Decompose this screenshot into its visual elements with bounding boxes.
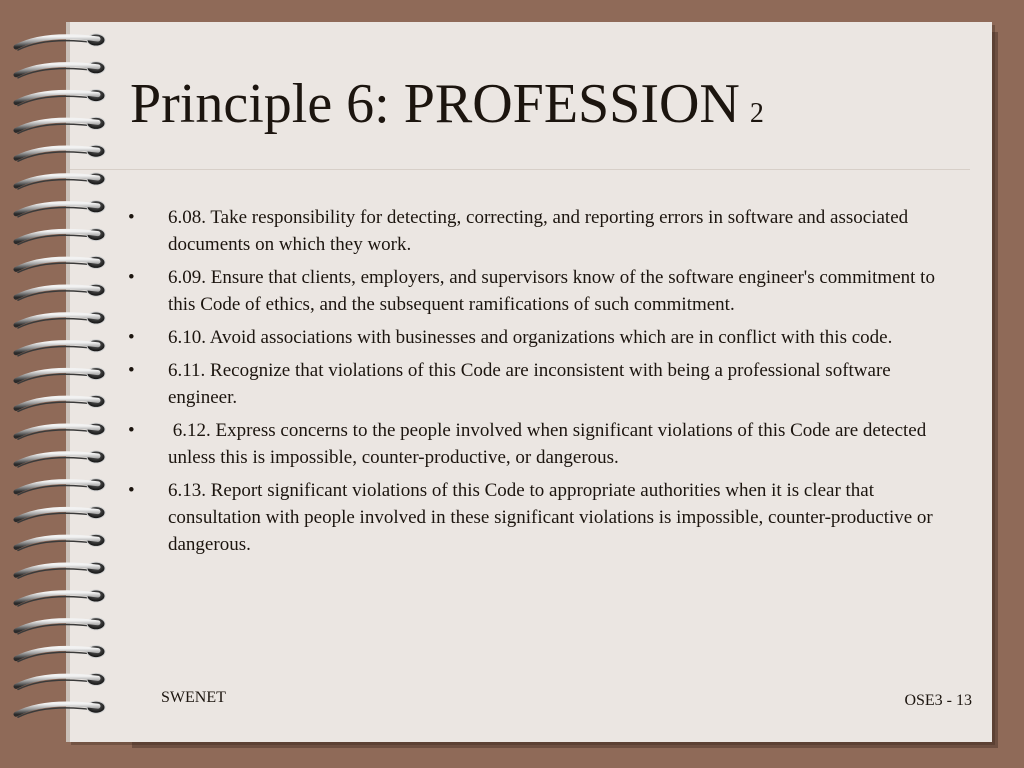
spiral-coil — [16, 201, 105, 217]
spiral-coil — [16, 590, 105, 606]
footer-right: OSE3 - 13 — [904, 692, 972, 709]
spiral-coil — [16, 479, 105, 495]
spiral-coil — [16, 534, 105, 550]
spiral-coil — [16, 673, 105, 689]
bullet-text: 6.09. Ensure that clients, employers, and supervisors know of the software engineer's commitment to this Code of ethics, and the subsequent ramifications of such commitment. — [168, 267, 935, 315]
title-number: 2 — [749, 98, 764, 129]
bullet-item — [128, 264, 963, 318]
bullet-dot: • — [128, 480, 135, 501]
bullet-list — [128, 204, 963, 564]
bullet-dot: • — [128, 360, 135, 381]
bullet-text: 6.08. Take responsibility for detecting, correcting, and reporting errors in software and associated documents on which they work. — [168, 207, 909, 255]
spiral-coil — [16, 229, 105, 245]
bullet-dot: • — [128, 207, 135, 228]
spiral-coil — [16, 646, 105, 662]
bullet-item — [128, 357, 963, 411]
spiral-coil — [16, 62, 105, 78]
spiral-coil — [16, 256, 105, 272]
bullet-dot: • — [128, 420, 135, 441]
spiral-coil — [16, 117, 105, 133]
bullet-item — [128, 477, 963, 558]
spiral-coil — [16, 90, 105, 106]
bullet-text: 6.12. Express concerns to the people involved when significant violations of this Code are detected unless this is impossible, counter-productive, or dangerous. — [168, 420, 931, 468]
bullet-item — [128, 324, 963, 351]
bullet-dot: • — [128, 267, 135, 288]
footer-left: SWENET — [161, 689, 226, 706]
title-text: Principle 6: PROFESSION — [130, 73, 740, 135]
bullet-text: 6.13. Report significant violations of this Code to appropriate authorities when it is clear that consultation with people involved in these significant violations is impossible, counter-productive or dangerous. — [168, 480, 933, 555]
bullet-text: 6.11. Recognize that violations of this Code are inconsistent with being a professional software engineer. — [168, 360, 891, 408]
spiral-coil — [16, 507, 105, 523]
spiral-coil — [16, 562, 105, 578]
spiral-coil — [16, 423, 105, 439]
bullet-item — [128, 417, 963, 471]
spiral-coil — [16, 312, 105, 328]
spiral-coil — [16, 701, 105, 717]
spiral-coil — [16, 284, 105, 300]
spiral-coil — [16, 145, 105, 161]
spiral-coil — [16, 368, 105, 384]
title-divider — [70, 169, 970, 170]
bullet-dot: • — [128, 327, 135, 348]
spiral-coil — [16, 395, 105, 411]
spiral-coil — [16, 340, 105, 356]
spiral-coil — [16, 451, 105, 467]
spiral-coil — [16, 618, 105, 634]
spiral-coil — [16, 34, 105, 50]
spiral-binding — [0, 0, 120, 768]
bullet-item — [128, 204, 963, 258]
slide-title — [130, 74, 764, 136]
spiral-coil — [16, 173, 105, 189]
bullet-text: 6.10. Avoid associations with businesses and organizations which are in conflict with this code. — [168, 327, 893, 348]
